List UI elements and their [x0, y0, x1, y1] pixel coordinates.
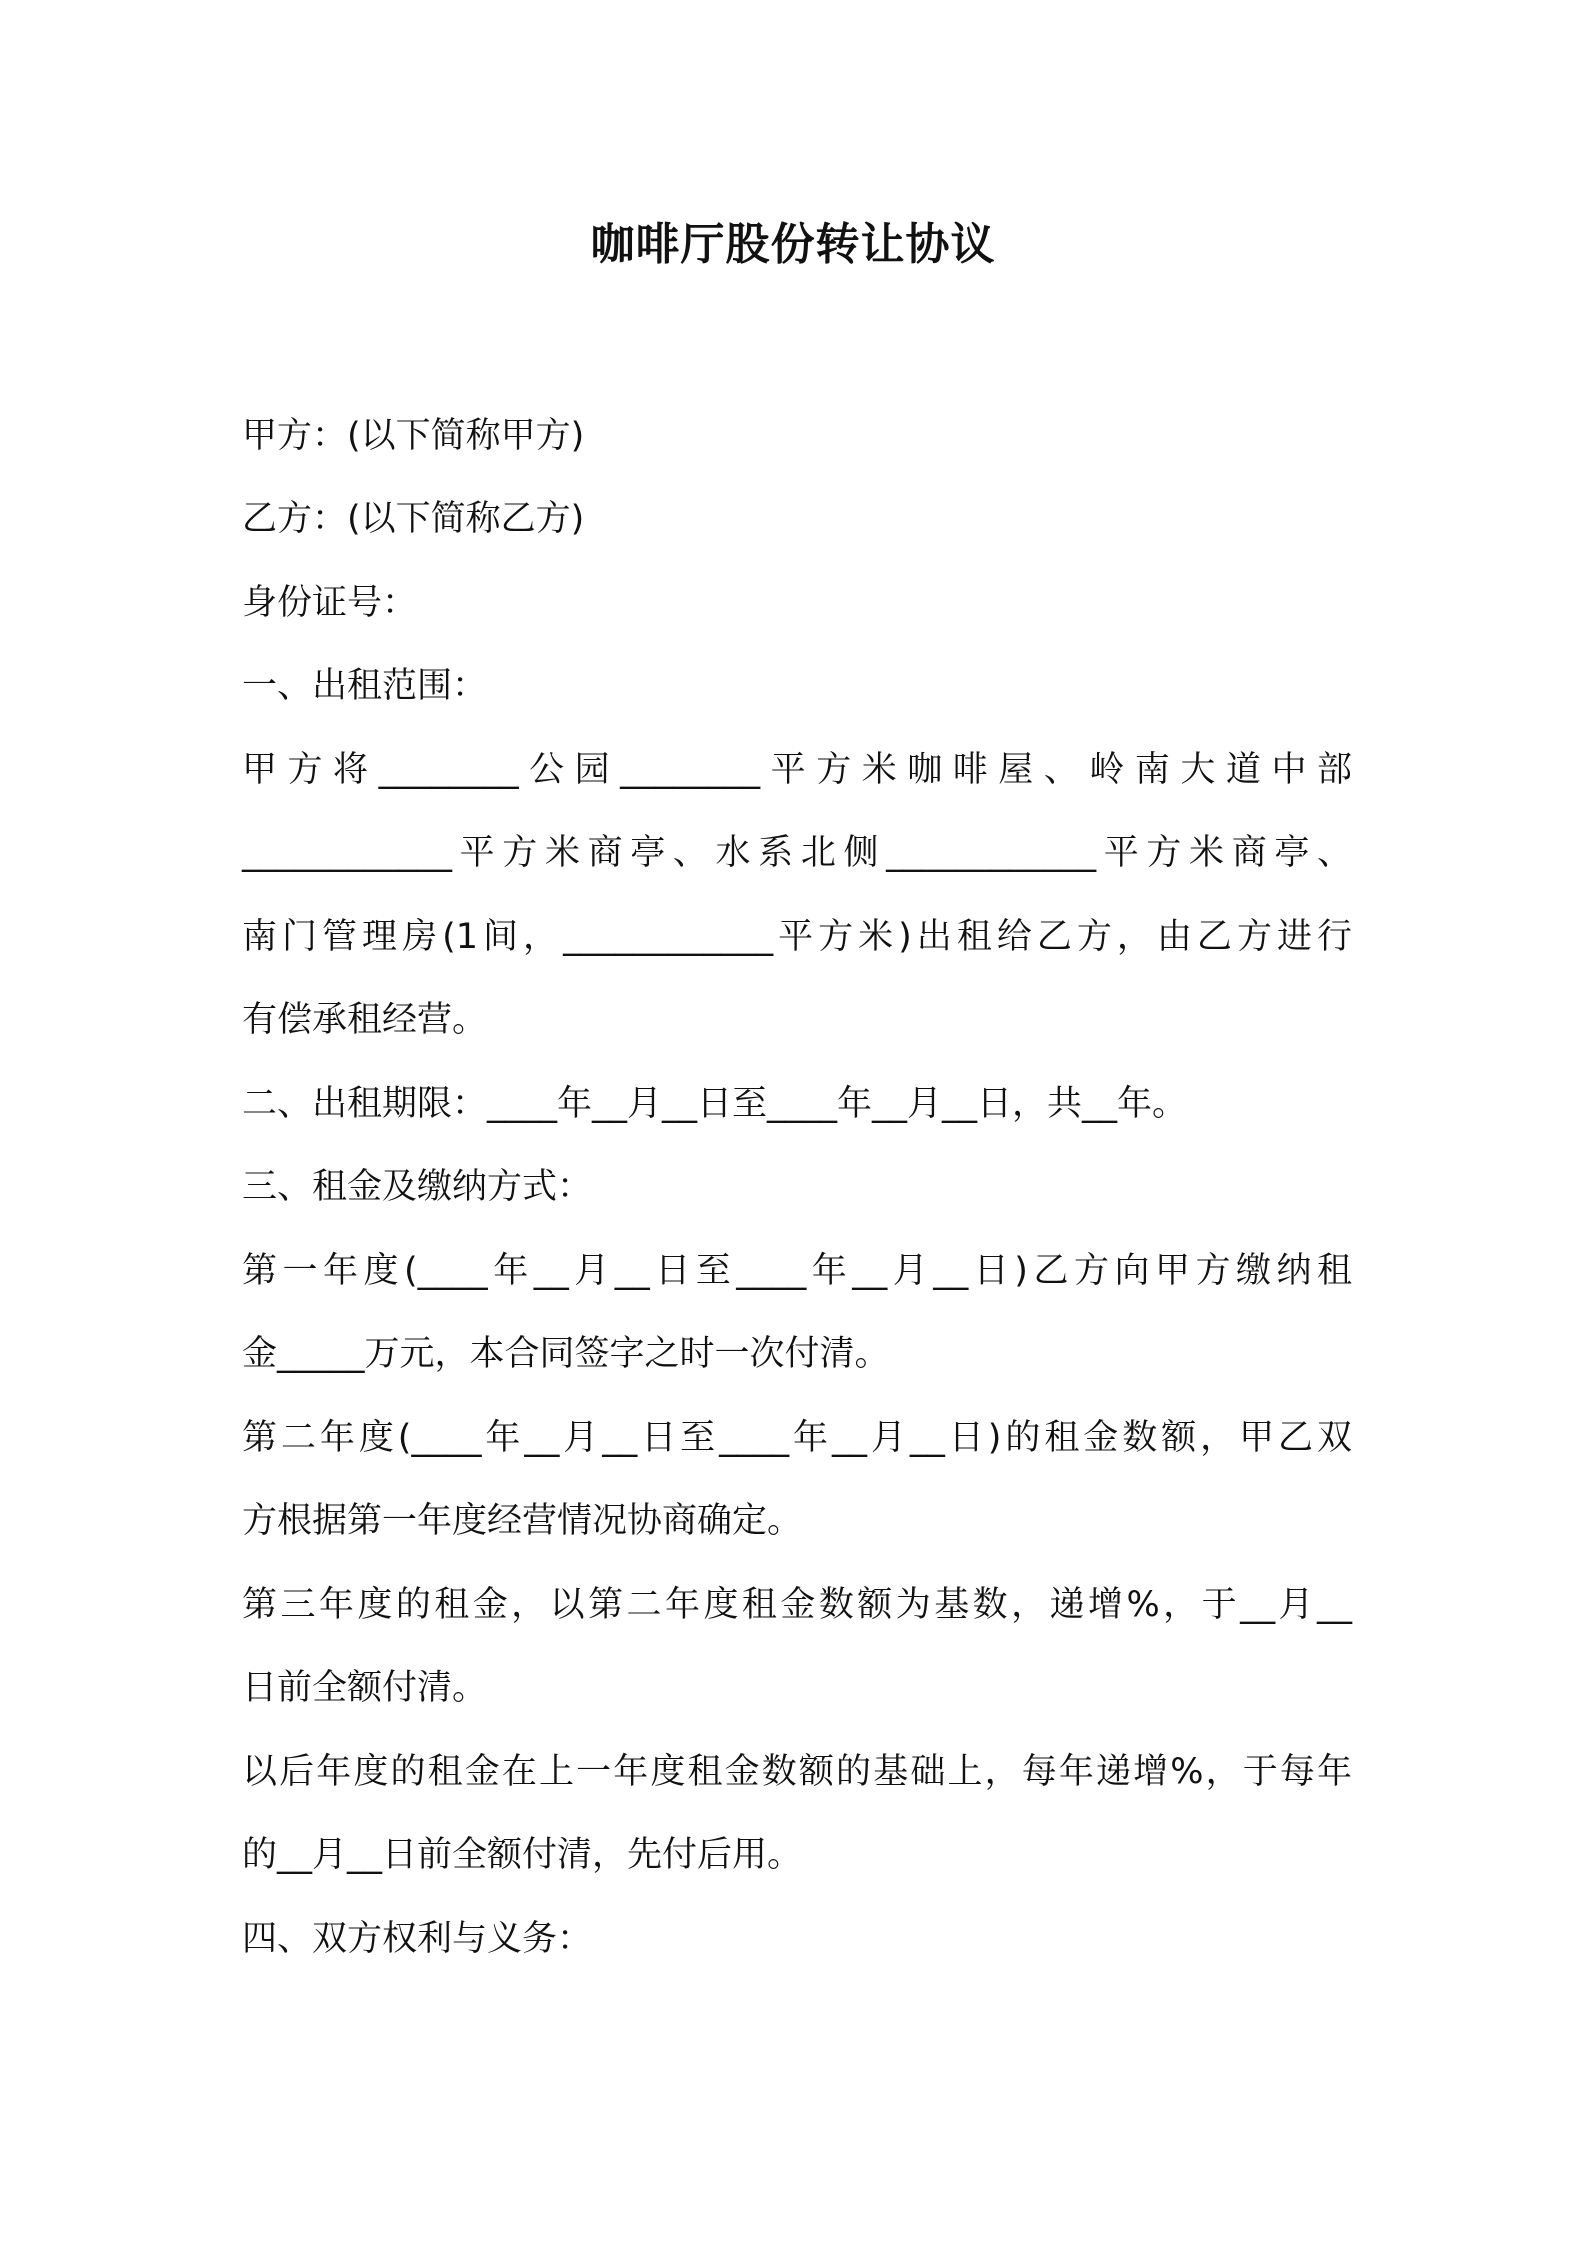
section-2-line: 二、出租期限：____年__月__日至____年__月__日，共__年。 — [242, 1084, 1188, 1124]
id-number-line: 身份证号： — [242, 583, 418, 623]
section-1-paragraph-line-2: ____________平方米商亭、水系北侧____________平方米商亭、 — [242, 833, 1352, 873]
section-4-heading: 四、双方权利与义务： — [242, 1919, 593, 1959]
party-b-line: 乙方：(以下简称乙方) — [242, 499, 585, 539]
later-years-paragraph-line-1: 以后年度的租金在上一年度租金数额的基础上，每年递增%，于每年 — [242, 1752, 1352, 1792]
party-a-line: 甲方：(以下简称甲方) — [242, 416, 585, 456]
section-3-heading: 三、租金及缴纳方式： — [242, 1167, 593, 1207]
document-title: 咖啡厅股份转让协议 — [590, 219, 996, 270]
year-3-paragraph-line-2: 日前全额付清。 — [242, 1668, 488, 1708]
year-2-paragraph-line-2: 方根据第一年度经营情况协商确定。 — [242, 1501, 803, 1541]
later-years-paragraph-line-2: 的__月__日前全额付清，先付后用。 — [242, 1835, 803, 1875]
section-1-paragraph-line-4: 有偿承租经营。 — [242, 1000, 488, 1040]
year-2-paragraph-line-1: 第二年度(____年__月__日至____年__月__日)的租金数额，甲乙双 — [242, 1418, 1352, 1458]
section-1-paragraph-line-3: 南门管理房(1间，____________平方米)出租给乙方，由乙方进行 — [242, 917, 1352, 957]
year-1-paragraph-line-1: 第一年度(____年__月__日至____年__月__日)乙方向甲方缴纳租 — [242, 1251, 1352, 1291]
section-1-heading: 一、出租范围： — [242, 666, 488, 706]
section-1-paragraph-line-1: 甲方将________公园________平方米咖啡屋、岭南大道中部 — [242, 750, 1352, 790]
year-3-paragraph-line-1: 第三年度的租金，以第二年度租金数额为基数，递增%，于__月__ — [242, 1585, 1352, 1625]
year-1-paragraph-line-2: 金_____万元，本合同签字之时一次付清。 — [242, 1334, 890, 1374]
